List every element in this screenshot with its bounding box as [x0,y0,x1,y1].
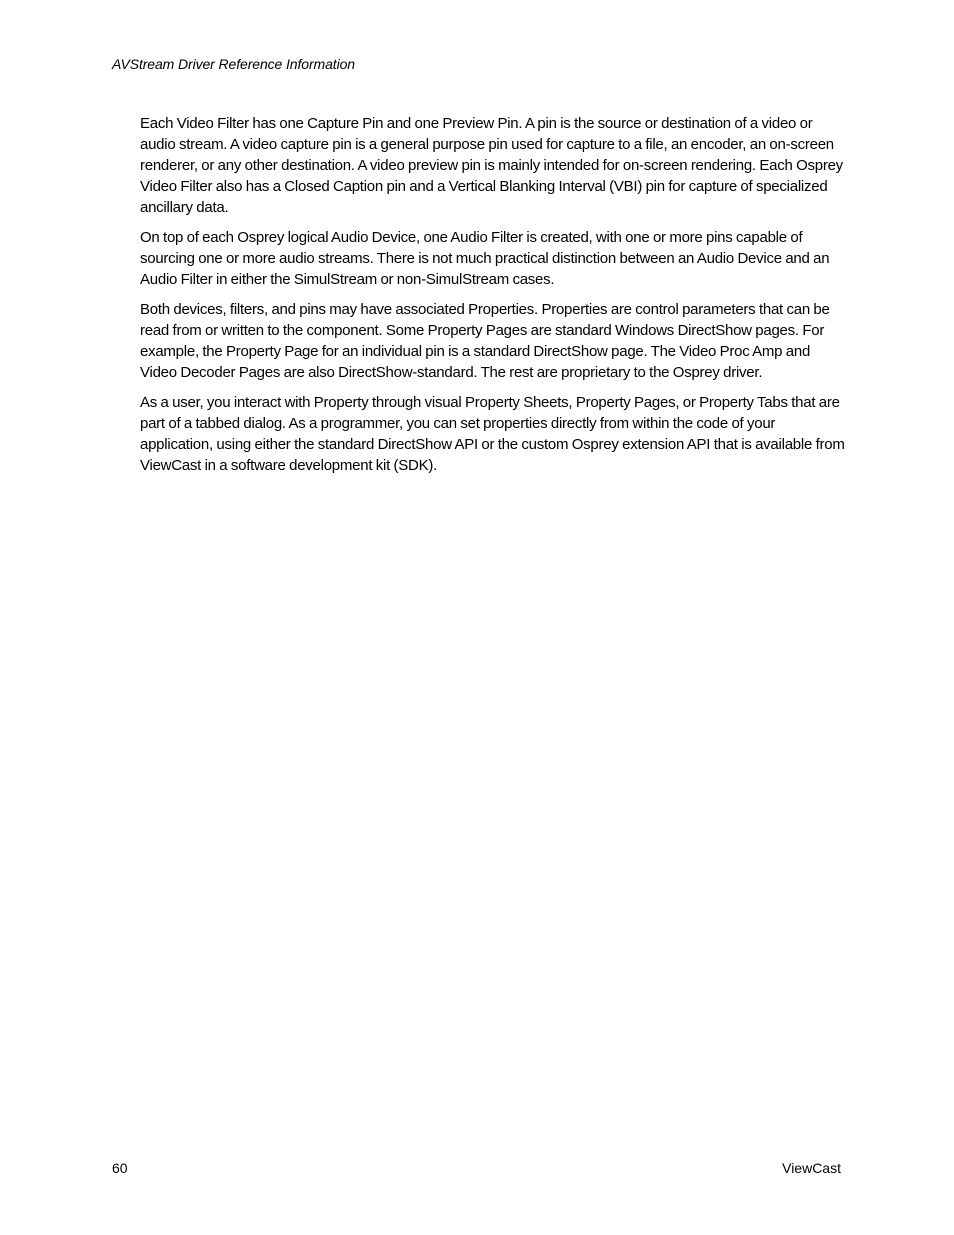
paragraph-property-sheets: As a user, you interact with Property through visual Property Sheets, Property Pages, or Property Tabs that are part of a tabbed dialog. As a programmer, you can set properties directly from within the code of your application, using either the standard DirectShow API or the custom Osprey extension API that is available from ViewCast in a software development kit (SDK). [140,394,845,474]
running-header: AVStream Driver Reference Information [112,56,355,72]
footer-brand: ViewCast [782,1160,841,1176]
page-number: 60 [112,1160,128,1176]
body-text [140,113,846,485]
paragraph-audio-filter: On top of each Osprey logical Audio Device, one Audio Filter is created, with one or more pins capable of sourcing one or more audio streams. There is not much practical distinction between an Audio Device and an Audio Filter in either the SimulStream or non-SimulStream cases. [140,229,830,288]
paragraph-video-filter-pins: Each Video Filter has one Capture Pin and one Preview Pin. A pin is the source or destination of a video or audio stream. A video capture pin is a general purpose pin used for capture to a file, an encoder, an on-screen renderer, or any other destination. A video preview pin is mainly intended for on-screen rendering. Each Osprey Video Filter also has a Closed Caption pin and a Vertical Blanking Interval (VBI) pin for capture of specialized ancillary data. [140,115,843,216]
paragraph-properties: Both devices, filters, and pins may have associated Properties. Properties are control parameters that can be read from or written to the component. Some Property Pages are standard Windows DirectShow pages. For example, the Property Page for an individual pin is a standard DirectShow page. The Video Proc Amp and Video Decoder Pages are also DirectShow-standard. The rest are proprietary to the Osprey driver. [140,301,830,381]
